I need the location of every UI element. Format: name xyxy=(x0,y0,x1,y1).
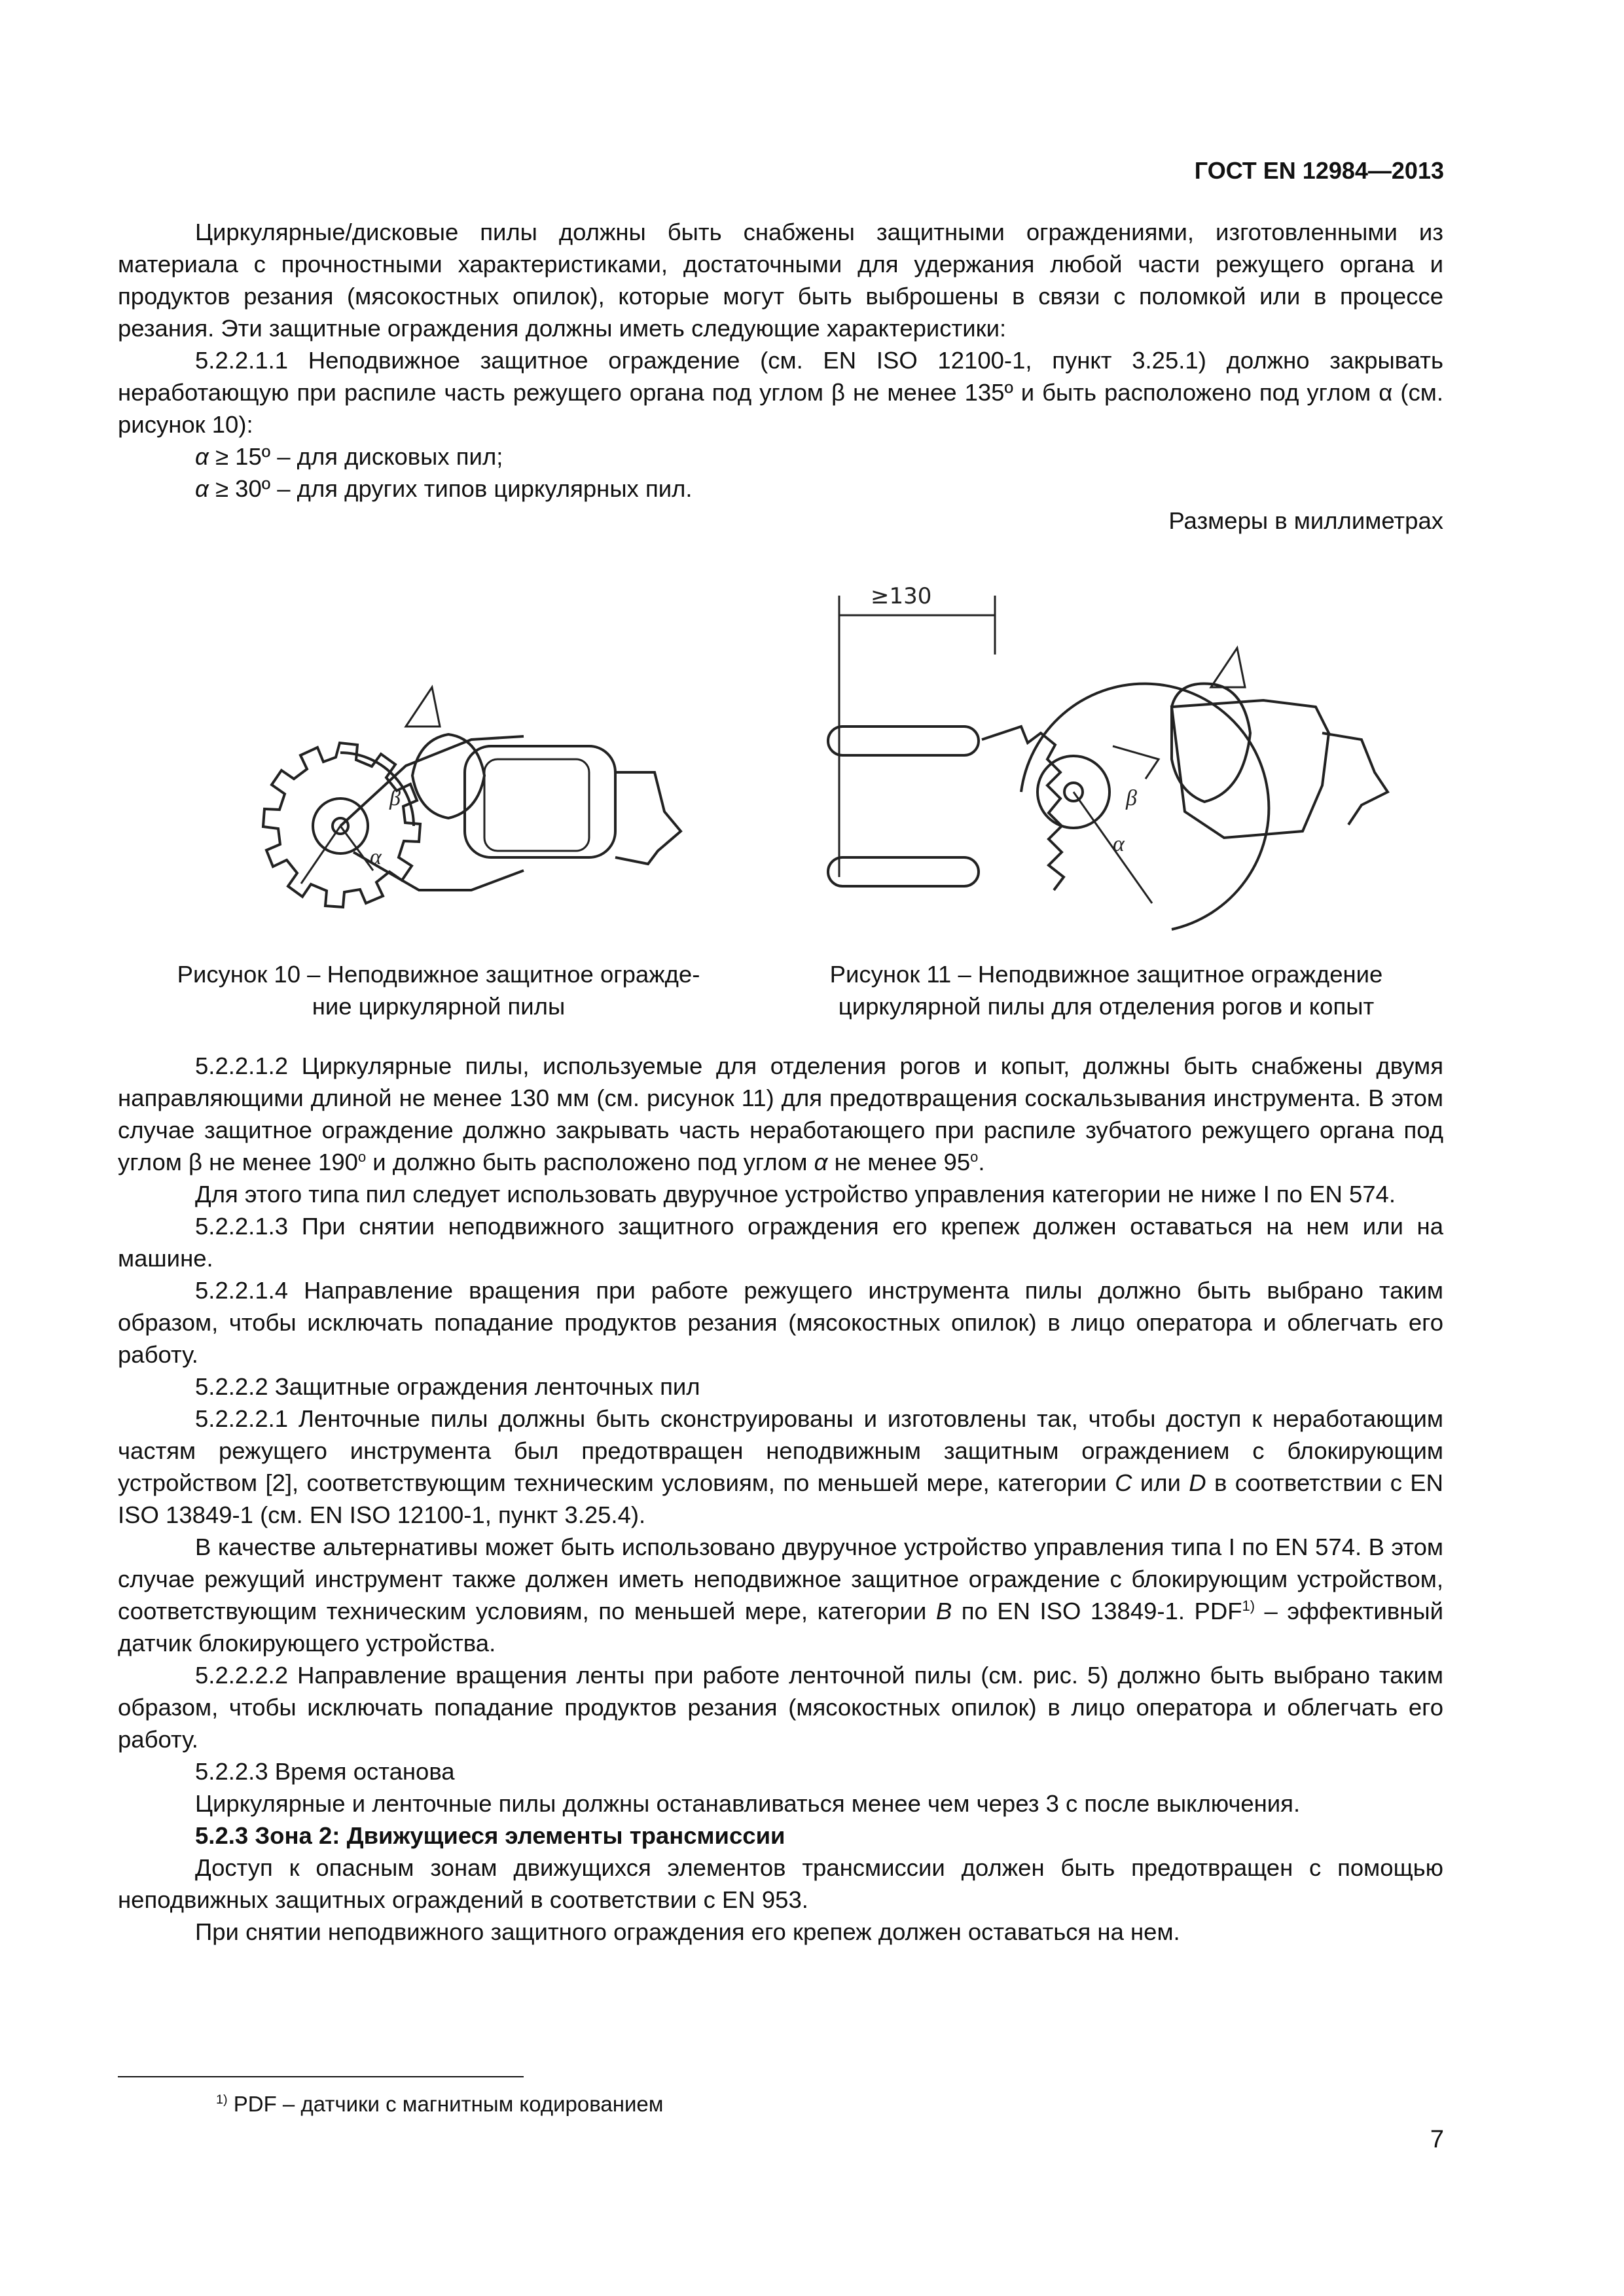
beta-label: β xyxy=(1126,786,1137,810)
alpha-symbol: α xyxy=(195,443,209,470)
intro-block xyxy=(118,216,1443,537)
dimension-label: ≥130 xyxy=(871,583,932,609)
paragraph-5-2-2-1-2 xyxy=(118,1050,1443,1178)
footnote xyxy=(216,2092,663,2117)
paragraph-5-2-2-3: 5.2.2.3 Время останова xyxy=(195,1758,455,1785)
dimensions-note: Размеры в миллиметрах xyxy=(1168,507,1443,534)
footnote-divider xyxy=(118,2076,524,2077)
alpha-label: α xyxy=(370,845,382,869)
alpha-symbol: α xyxy=(195,475,209,502)
paragraph-5-2-2-1-1: 5.2.2.1.1 Неподвижное защитное ограждение (см. EN ISO 12100-1, пункт 3.25.1) должно закрывать неработающую при распиле часть режущего органа под углом β не менее 135º и быть расположено под углом α (см. рисунок 10): xyxy=(118,347,1443,438)
handle-spike xyxy=(406,687,440,726)
alpha-condition-text: ≥ 30º – для других типов циркулярных пил. xyxy=(208,475,693,502)
text-run: – эффективный датчик блокирующего устройства. xyxy=(118,1598,1443,1657)
text-run: в соответствии с EN ISO 13849-1 (см. EN ISO 12100-1, пункт 3.25.4). xyxy=(118,1469,1444,1528)
footnote-mark: 1) xyxy=(216,2092,228,2107)
caption-line: Рисунок 10 – Неподвижное защитное огражде- xyxy=(177,961,700,988)
guide-rail-upper xyxy=(828,726,979,755)
main-block xyxy=(118,1050,1443,1948)
paragraph-transmission-access: Доступ к опасным зонам движущихся элементов трансмиссии должен быть предотвращен с помощью неподвижных защитных ограждений в соответствии с EN 953. xyxy=(118,1854,1443,1913)
text-run: 5.2.2.1.2 Циркулярные пилы, используемые для отделения рогов и копыт, должны быть снабжены двумя направляющими длиной не менее 130 мм (см. рисунок 11) для предотвращения соскальзывания инструмента. В этом случае защитное ограждение должно закрывать часть неработающего при распиле зубчатого режущего органа под углом β не менее 190 xyxy=(118,1052,1443,1175)
footnote-text: PDF – датчики с магнитным кодированием xyxy=(227,2092,664,2116)
motor-housing xyxy=(1172,700,1329,838)
paragraph-5-2-2-1-3: 5.2.2.1.3 При снятии неподвижного защитного ограждения его крепеж должен оставаться на нем или на машине. xyxy=(118,1213,1443,1272)
category-label: D xyxy=(1189,1469,1206,1496)
alpha-condition-text: ≥ 15º – для дисковых пил; xyxy=(208,443,503,470)
figure-10-caption xyxy=(118,958,759,1022)
caption-line: циркулярной пилы для отделения рогов и копыт xyxy=(838,993,1375,1020)
text-run: по EN ISO 13849-1. PDF xyxy=(952,1598,1242,1624)
paragraph-circular-saws: Циркулярные/дисковые пилы должны быть снабжены защитными ограждениями, изготовленными из материала с прочностными характеристиками, достаточными для удержания любой части режущего органа и продуктов резания (мясокостных опилок), которые могут быть выброшены в связи с поломкой или в процессе резания. Эти защитные ограждения должны иметь следующие характеристики: xyxy=(118,219,1443,342)
text-run: В качестве альтернативы может быть использовано двуручное устройство управления типа I по EN 574. В этом случае режущий инструмент также должен иметь неподвижное защитное ограждение с блокирующим устройством, соответствующим техническим условиям, по меньшей мере, категории xyxy=(118,1534,1443,1624)
page-number: 7 xyxy=(1430,2126,1444,2153)
paragraph-two-hand-control: Для этого типа пил следует использовать двуручное устройство управления категории не ниже I по EN 574. xyxy=(195,1181,1396,1208)
beta-label: β xyxy=(389,786,401,810)
paragraph-fastener: При снятии неподвижного защитного ограждения его крепеж должен оставаться на нем. xyxy=(195,1918,1180,1945)
alpha-condition-other xyxy=(118,473,1443,505)
alpha-label: α xyxy=(1113,832,1125,856)
document-code: ГОСТ EN 12984—2013 xyxy=(1194,157,1444,184)
footnote-ref: 1) xyxy=(1242,1597,1255,1614)
text-run: и должно быть расположено под углом xyxy=(366,1149,814,1175)
figure-10-drawing xyxy=(196,674,720,956)
paragraph-5-2-2-1-4: 5.2.2.1.4 Направление вращения при работе режущего инструмента пилы должно быть выбрано таким образом, чтобы исключать попадание продуктов резания (мясокостных опилок) в лицо оператора и облегчать его работу. xyxy=(118,1277,1443,1368)
text-run: или xyxy=(1132,1469,1189,1496)
alpha-symbol: α xyxy=(814,1149,828,1175)
paragraph-alternative xyxy=(118,1531,1443,1659)
degree-mark: о xyxy=(970,1148,979,1165)
text-run: . xyxy=(978,1149,985,1175)
paragraph-5-2-2-2: 5.2.2.2 Защитные ограждения ленточных пил xyxy=(195,1373,700,1400)
section-heading-5-2-3: 5.2.3 Зона 2: Движущиеся элементы трансмиссии xyxy=(195,1822,785,1849)
text-run: не менее 95 xyxy=(827,1149,971,1175)
category-label: B xyxy=(935,1598,952,1624)
guide-rail-lower xyxy=(828,857,979,886)
caption-line: Рисунок 11 – Неподвижное защитное ограждение xyxy=(829,961,1383,988)
caption-line: ние циркулярной пилы xyxy=(312,993,566,1020)
handle-spike xyxy=(1211,648,1245,687)
category-label: C xyxy=(1115,1469,1132,1496)
alpha-condition-disc xyxy=(118,440,1443,473)
paragraph-stop-time: Циркулярные и ленточные пилы должны останавливаться менее чем через 3 с после выключения. xyxy=(195,1790,1301,1817)
text-run: 5.2.2.2.1 Ленточные пилы должны быть сконструированы и изготовлены так, чтобы доступ к неработающим частям режущего инструмента был предотвращен неподвижным защитным ограждением с блокирующим устройством [2], соответствующим техническим условиям, по меньшей мере, категории xyxy=(118,1405,1443,1496)
figure-11-caption xyxy=(772,958,1440,1022)
figure-11-drawing xyxy=(805,576,1394,942)
paragraph-5-2-2-2-2: 5.2.2.2.2 Направление вращения ленты при работе ленточной пилы (см. рис. 5) должно быть выбрано таким образом, чтобы исключать попадание продуктов резания (мясокостных опилок) в лицо оператора и облегчать его работу. xyxy=(118,1662,1443,1753)
degree-mark: о xyxy=(357,1148,367,1165)
paragraph-5-2-2-2-1 xyxy=(118,1403,1443,1531)
